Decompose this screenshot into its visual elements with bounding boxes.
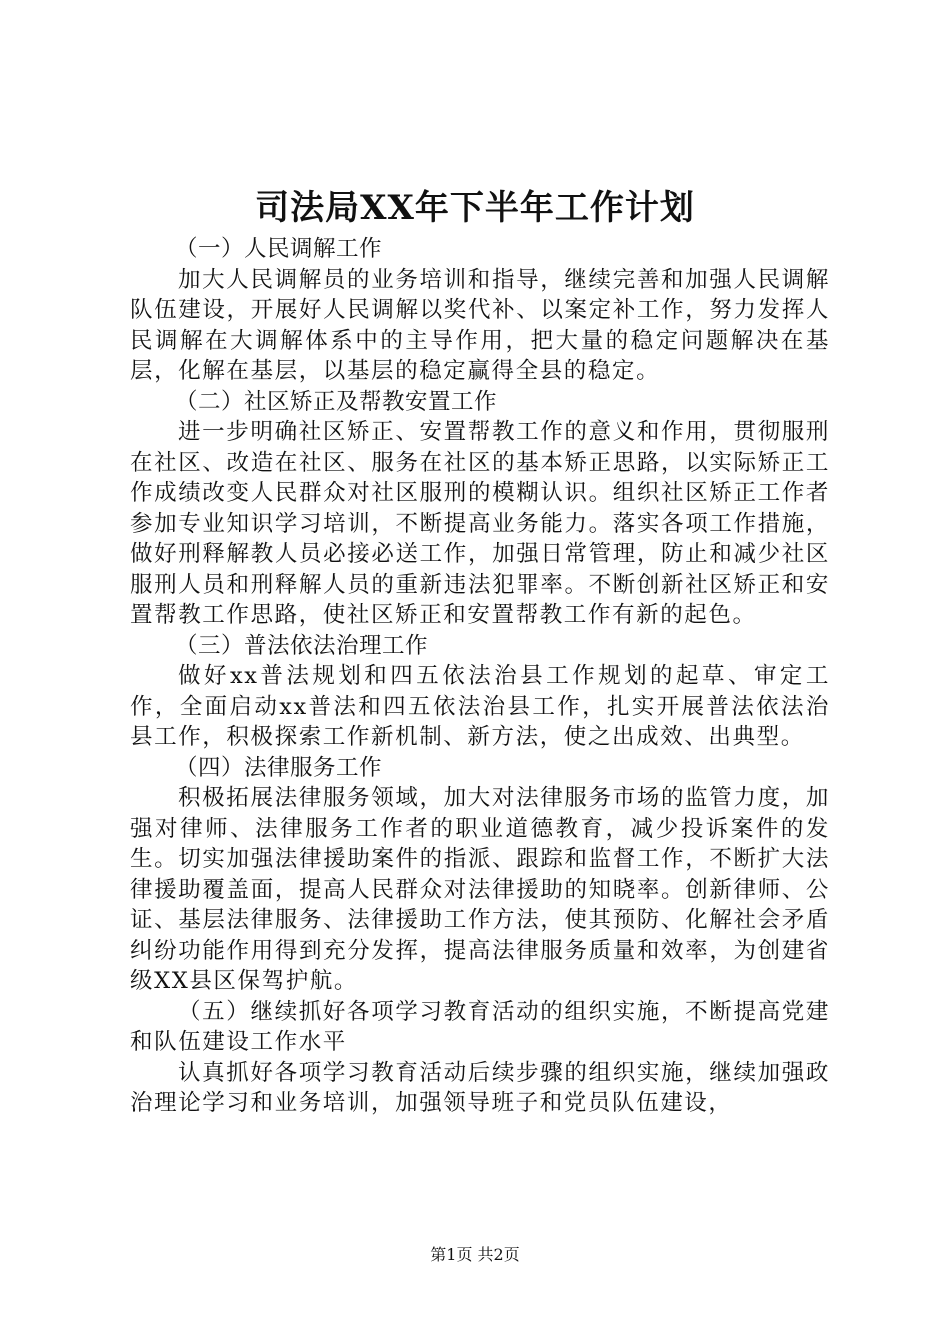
section-4-heading: （四）法律服务工作: [175, 754, 383, 781]
section-1-heading: （一）人民调解工作: [175, 236, 383, 262]
document-body: [130, 234, 830, 1119]
section-1-paragraph: 加大人民调解员的业务培训和指导，继续完善和加强人民调解队伍建设，开展好人民调解以奖代补、以案定补工作，努力发挥人民调解在大调解体系中的主导作用，把大量的稳定问题解决在基层，化解在基层，以基层的稳定赢得全县的稳定。: [130, 266, 830, 384]
section-4-paragraph: 积极拓展法律服务领域，加大对法律服务市场的监管力度，加强对律师、法律服务工作者的职业道德教育，减少投诉案件的发生。切实加强法律援助案件的指派、跟踪和监督工作，不断扩大法律援助覆盖面，提高人民群众对法律援助的知晓率。创新律师、公证、基层法律服务、法律援助工作方法，使其预防、化解社会矛盾纠纷功能作用得到充分发挥，提高法律服务质量和效率，为创建省级XX县区保驾护航。: [130, 785, 830, 994]
section-2-paragraph: 进一步明确社区矫正、安置帮教工作的意义和作用，贯彻服刑在社区、改造在社区、服务在社区的基本矫正思路，以实际矫正工作成绩改变人民群众对社区服刑的模糊认识。组织社区矫正工作者参加专业知识学习培训，不断提高业务能力。落实各项工作措施，做好刑释解教人员必接必送工作，加强日常管理，防止和减少社区服刑人员和刑释解人员的重新违法犯罪率。不断创新社区矫正和安置帮教工作思路，使社区矫正和安置帮教工作有新的起色。: [130, 419, 830, 628]
section-3-heading: （三）普法依法治理工作: [175, 632, 429, 659]
section-3-paragraph: 做好xx普法规划和四五依法治县工作规划的起草、审定工作，全面启动xx普法和四五依法治县工作，扎实开展普法依法治县工作，积极探索工作新机制、新方法，使之出成效、出典型。: [130, 663, 830, 750]
section-5-paragraph: 认真抓好各项学习教育活动后续步骤的组织实施，继续加强政治理论学习和业务培训，加强领导班子和党员队伍建设，: [130, 1059, 830, 1116]
document-title: 司法局XX年下半年工作计划: [255, 188, 695, 228]
section-2-heading: （二）社区矫正及帮教安置工作: [175, 388, 498, 415]
page-footer: 第1页 共2页: [430, 1245, 520, 1264]
section-5-heading: （五）继续抓好各项学习教育活动的组织实施，不断提高党建和队伍建设工作水平: [130, 998, 830, 1055]
